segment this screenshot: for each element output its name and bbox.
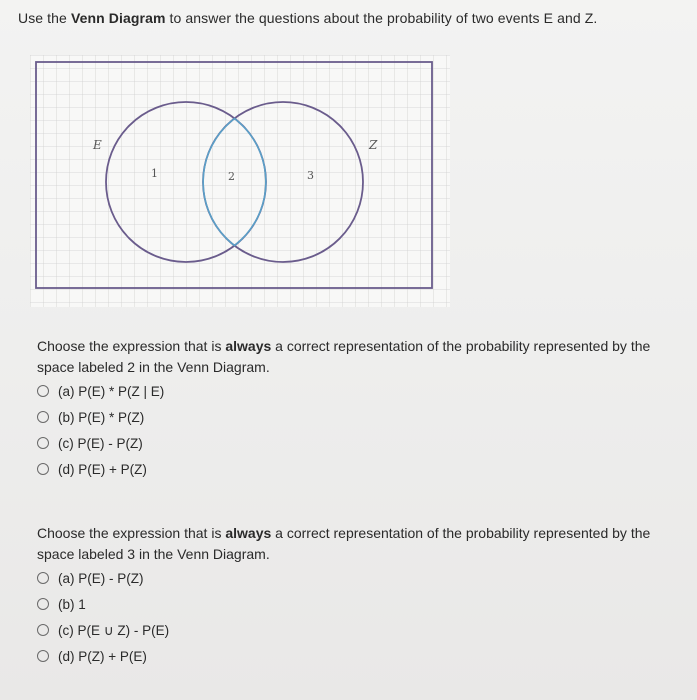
q1-option-d[interactable] (37, 456, 677, 482)
radio-button[interactable] (37, 411, 49, 423)
question-2-prefix: Choose the expression that is (37, 525, 226, 541)
venn-diagram (30, 55, 450, 307)
question-2-text (37, 523, 677, 565)
intro-text (18, 10, 597, 26)
option-label: (d) P(E) + P(Z) (58, 461, 147, 477)
intro-prefix: Use the (18, 10, 71, 26)
option-label: (b) 1 (58, 596, 86, 612)
radio-button[interactable] (37, 463, 49, 475)
region-2-label: 2 (228, 170, 235, 183)
q2-option-d[interactable] (37, 643, 677, 669)
region-1-label: 1 (151, 167, 158, 180)
question-2-bold: always (225, 525, 272, 541)
intro-suffix: to answer the questions about the probability of two events E and Z. (165, 10, 598, 26)
option-label: (a) P(E) * P(Z | E) (58, 383, 165, 399)
question-1 (37, 336, 677, 482)
question-1-text (37, 336, 677, 378)
question-1-prefix: Choose the expression that is (37, 338, 226, 354)
label-z: Z (369, 138, 378, 152)
q2-option-b[interactable] (37, 591, 677, 617)
radio-button[interactable] (37, 624, 49, 636)
option-label: (c) P(E) - P(Z) (58, 435, 143, 451)
option-label: (a) P(E) - P(Z) (58, 570, 144, 586)
option-label: (c) P(E ∪ Z) - P(E) (58, 622, 170, 638)
radio-button[interactable] (37, 385, 49, 397)
q1-option-c[interactable] (37, 430, 677, 456)
grid-lines (30, 55, 450, 307)
option-label: (d) P(Z) + P(E) (58, 648, 147, 664)
radio-button[interactable] (37, 572, 49, 584)
question-2 (37, 523, 677, 669)
region-3-label: 3 (307, 169, 314, 182)
radio-button[interactable] (37, 437, 49, 449)
label-e: E (93, 138, 102, 152)
radio-button[interactable] (37, 598, 49, 610)
intro-bold: Venn Diagram (70, 10, 166, 26)
question-1-bold: always (225, 338, 272, 354)
q2-option-c[interactable] (37, 617, 677, 643)
q2-option-a[interactable] (37, 565, 677, 591)
option-label: (b) P(E) * P(Z) (58, 409, 145, 425)
radio-button[interactable] (37, 650, 49, 662)
q1-option-a[interactable] (37, 378, 677, 404)
question-2-suffix: a correct representation of the probability represented by the space labeled 3 in the Venn Diagram. (37, 525, 651, 562)
question-1-suffix: a correct representation of the probability represented by the space labeled 2 in the Venn Diagram. (37, 338, 651, 375)
q1-option-b[interactable] (37, 404, 677, 430)
